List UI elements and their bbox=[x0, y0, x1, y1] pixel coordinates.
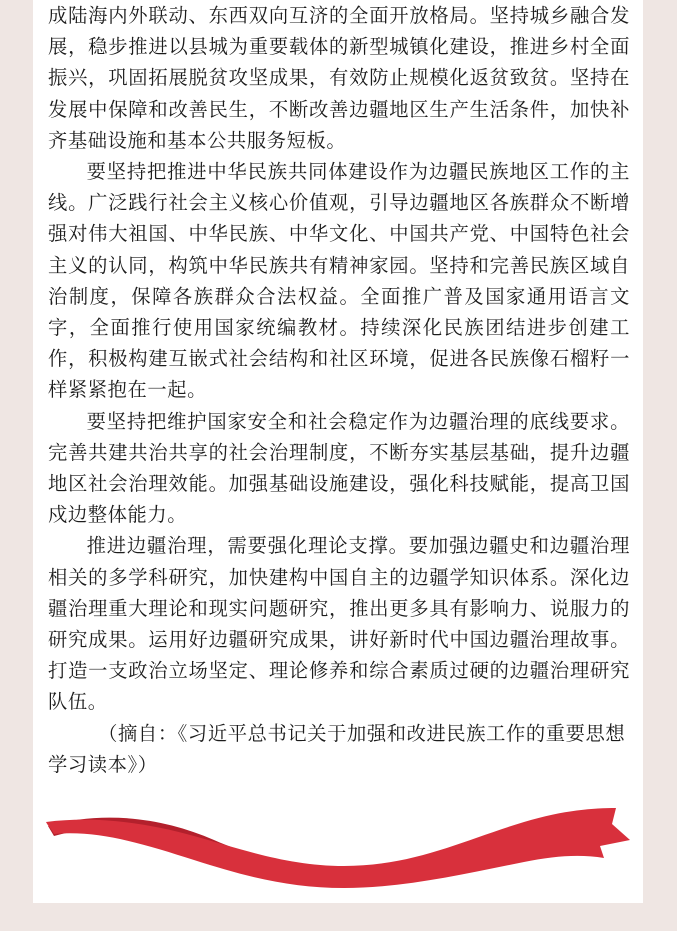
paragraph-2: 要坚持把推进中华民族共同体建设作为边疆民族地区工作的主线。广泛践行社会主义核心价值观，引导边疆地区各族群众不断增强对伟大祖国、中华民族、中华文化、中国共产党、中国特色社会主义的认同，构筑中华民族共有精神家园。坚持和完善民族区域自治制度，保障各族群众合法权益。全面推广普及国家通用语言文字，全面推行使用国家统编教材。持续深化民族团结进步创建工作，积极构建互嵌式社会结构和社区环境，促进各民族像石榴籽一样紧紧抱在一起。 bbox=[48, 160, 630, 402]
paragraph-1: 成陆海内外联动、东西双向互济的全面开放格局。坚持城乡融合发展，稳步推进以县城为重要载体的新型城镇化建设，推进乡村全面振兴，巩固拓展脱贫攻坚成果，有效防止规模化返贫致贫。坚持在发展中保障和改善民生，不断改善边疆地区生产生活条件，加快补齐基础设施和基本公共服务短板。 bbox=[48, 4, 630, 152]
article-body bbox=[48, 0, 630, 718]
paragraph-4: 推进边疆治理，需要强化理论支撑。要加强边疆史和边疆治理相关的多学科研究，加快建构中国自主的边疆学知识体系。深化边疆治理重大理论和现实问题研究，推出更多具有影响力、说服力的研究成果。运用好边疆研究成果，讲好新时代中国边疆治理故事。打造一支政治立场坚定、理论修养和综合素质过硬的边疆治理研究队伍。 bbox=[48, 534, 630, 714]
red-ribbon-decoration bbox=[44, 800, 634, 890]
paragraph-3: 要坚持把维护国家安全和社会稳定作为边疆治理的底线要求。完善共建共治共享的社会治理制度，不断夯实基层基础，提升边疆地区社会治理效能。加强基础设施建设，强化科技赋能，提高卫国戍边整体能力。 bbox=[48, 409, 630, 527]
source-citation: （摘自：《习近平总书记关于加强和改进民族工作的重要思想学习读本》） bbox=[48, 722, 626, 777]
